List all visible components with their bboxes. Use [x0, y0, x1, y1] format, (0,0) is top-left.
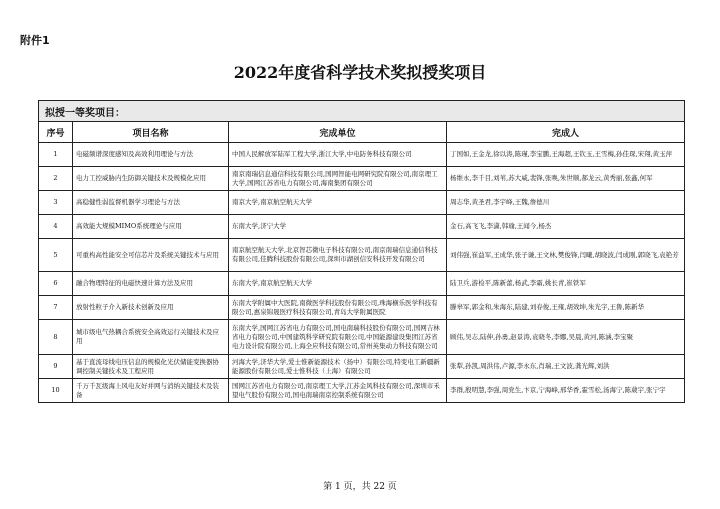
cell-no: 5	[39, 239, 73, 272]
cell-persons: 张犁,孙凯,周洪伟,卢源,李永东,肖瑞,王文波,龚光辉,刘洪	[447, 355, 685, 379]
cell-units: 河海大学,济华大学,爱士惟新能源技术（扬中）有限公司,特变电工新疆新能源股份有限公司,爱士惟科技（上海）有限公司	[229, 355, 447, 379]
cell-no: 8	[39, 320, 73, 355]
table-row	[39, 379, 685, 403]
cell-no: 1	[39, 143, 73, 167]
cell-persons: 滕皋军,郭金和,朱海东,陆建,刘春俊,王雍,胡效坤,朱光宇,王鲁,陈新华	[447, 296, 685, 320]
cell-project-name: 放射性粒子介入新技术创新及应用	[73, 296, 229, 320]
cell-units: 东南大学,国网江苏省电力有限公司,国电南瑞科技股份有限公司,国网吉林省电力有限公司,中国建筑科学研究院有限公司,中国能源建设集团江苏省电力设计院有限公司,上海全应科技有限公司,常州英集动力科技有限公司	[229, 320, 447, 355]
cell-units: 中国人民解放军陆军工程大学,浙江大学,中电防务科技有限公司	[229, 143, 447, 167]
cell-project-name: 基于直流母线电压信息的规模化光伏储能变换器协调控制关键技术及工程应用	[73, 355, 229, 379]
cell-no: 4	[39, 215, 73, 239]
attachment-label: 附件1	[20, 34, 50, 47]
cell-no: 9	[39, 355, 73, 379]
cell-units: 南京大学,南京航空航天大学	[229, 191, 447, 215]
header-no: 序号	[39, 122, 73, 143]
header-row	[39, 122, 685, 143]
cell-persons: 刘伟强,崔益军,王成华,张子谦,王文林,樊俊锋,闫曦,胡晓波,闫成刚,郭晓飞,袁艳芳	[447, 239, 685, 272]
cell-units: 东南大学附属中大医院,南微医学科技股份有限公司,珠海横乐医学科技有限公司,惠泉锦晟医疗科技有限公司,青岛大学附属医院	[229, 296, 447, 320]
cell-persons: 杨维永,李千目,刘苇,苏大威,裴锋,张唤,朱世顺,郝龙云,黄秀丽,张鑫,何军	[447, 167, 685, 191]
cell-units: 东南大学,济宁大学	[229, 215, 447, 239]
cell-project-name: 千万千瓦级海上风电友好并网与消纳关键技术及装备	[73, 379, 229, 403]
cell-project-name: 可重构高性能安全可信芯片及系统关键技术与应用	[73, 239, 229, 272]
table-row	[39, 272, 685, 296]
section-row	[39, 101, 685, 122]
cell-persons: 李群,殷明慧,李强,周党生,卞京,宁海峰,邢华香,霍雪松,汤海宁,陈葳宇,张宁宇	[447, 379, 685, 403]
cell-units: 南京南瑞信息通信科技有限公司,国网智能电网研究院有限公司,南京理工大学,国网江苏省电力有限公司,海南集团有限公司	[229, 167, 447, 191]
cell-units: 东南大学,南京航空航天大学	[229, 272, 447, 296]
section-heading: 拟授一等奖项目：	[39, 101, 685, 122]
table-row	[39, 320, 685, 355]
cell-units: 国网江苏省电力有限公司,南京理工大学,江苏金风科技有限公司,深圳市禾望电气股份有限公司,国电南瑞南京控制系统有限公司	[229, 379, 447, 403]
cell-no: 3	[39, 191, 73, 215]
table-row	[39, 215, 685, 239]
cell-project-name: 电力工控威胁内生防御关键技术及规模化应用	[73, 167, 229, 191]
cell-no: 2	[39, 167, 73, 191]
cell-project-name: 城市级电气热耦合系统安全高效运行关键技术及应用	[73, 320, 229, 355]
cell-no: 7	[39, 296, 73, 320]
cell-project-name: 高效能大规模MIMO系统理论与应用	[73, 215, 229, 239]
awards-table	[38, 100, 685, 403]
cell-persons: 金石,高飞飞,李潇,韩瑜,王闻今,杨杰	[447, 215, 685, 239]
header-persons: 完成人	[447, 122, 685, 143]
cell-no: 10	[39, 379, 73, 403]
header-units: 完成单位	[229, 122, 447, 143]
table-row	[39, 239, 685, 272]
table-row	[39, 191, 685, 215]
awards-table-container	[38, 100, 684, 403]
cell-persons: 丁国如,王金龙,徐以涛,陈瑾,李宝鹏,王海超,王钦玉,王雪梅,孙佳琛,宋翔,黄玉萍	[447, 143, 685, 167]
header-project-name: 项目名称	[73, 122, 229, 143]
cell-project-name: 电磁频谱深度感知及高效利用理论与方法	[73, 143, 229, 167]
document-title: 2022年度省科学技术奖拟授奖项目	[233, 63, 487, 82]
page-footer: 第 1 页，共 22 页	[323, 482, 397, 492]
cell-persons: 顾伟,吴志,陆伸,孙勇,赵景涛,袁晓冬,李娜,吴晨,黄河,陈涵,李宝聚	[447, 320, 685, 355]
table-row	[39, 355, 685, 379]
table-row	[39, 143, 685, 167]
cell-persons: 陆卫兵,游检平,陈新蕾,杨武,李霜,姚长青,崔铁军	[447, 272, 685, 296]
cell-project-name: 融合物理特征的电磁快速计算方法及应用	[73, 272, 229, 296]
table-row	[39, 167, 685, 191]
cell-units: 南京航空航天大学,北京智芯微电子科技有限公司,南京南瑞信息通信科技有限公司,佳腾科技股份有限公司,深圳市湖创信安科技开发有限公司	[229, 239, 447, 272]
cell-project-name: 高稳健性弱监督机器学习理论与方法	[73, 191, 229, 215]
table-row	[39, 296, 685, 320]
cell-no: 6	[39, 272, 73, 296]
cell-persons: 周志华,黄圣君,李宇峰,王魏,詹德川	[447, 191, 685, 215]
